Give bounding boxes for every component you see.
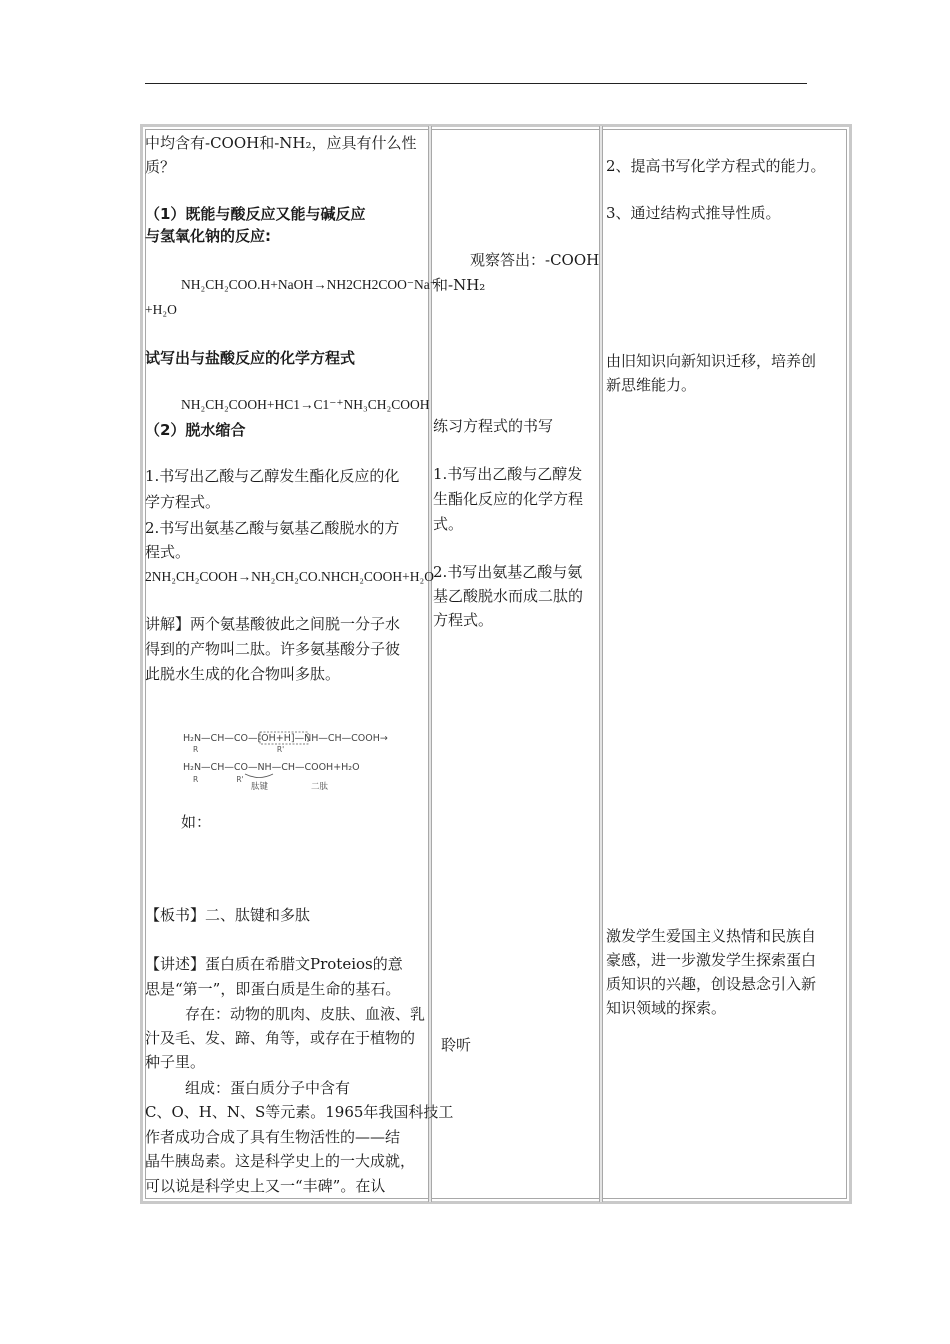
col1-text: 存在：动物的肌肉、皮肤、血液、乳 <box>185 1005 426 1023</box>
peptide-bond-bracket <box>245 774 273 778</box>
col3-text: 豪感，进一步激发学生探索蛋白 <box>606 951 817 969</box>
col1-text: C、O、H、N、S等元素。1965年我国科技工 <box>145 1103 454 1121</box>
peptide-bond-label: 肽键 <box>251 782 269 792</box>
col2-text: 方程式。 <box>433 611 494 629</box>
col1-text: 【讲述】蛋白质在希腊文Proteios的意 <box>145 955 403 973</box>
col1-text: 2.书写出氨基乙酸与氨基乙酸脱水的方 <box>145 519 400 537</box>
col1-text: 质？ <box>145 158 176 176</box>
col1-text: 1.书写出乙酸与乙醇发生酯化反应的化 <box>145 467 400 485</box>
col3-text: 3、通过结构式推导性质。 <box>606 204 781 222</box>
reaction-line-2: H₂N—CH—CO—NH—CH—COOH+H₂O <box>183 762 360 773</box>
col1-text: 得到的产物叫二肽。许多氨基酸分子彼 <box>145 640 401 658</box>
section-heading: 试写出与盐酸反应的化学方程式 <box>145 349 356 367</box>
col3-text: 知识领域的探索。 <box>606 999 727 1017</box>
blackboard-note: 【板书】二、肽键和多肽 <box>145 906 311 924</box>
col1-text: 可以说是科学史上又一“丰碑”。在认 <box>145 1177 386 1195</box>
reaction-substituents-2: R R' <box>193 775 244 784</box>
col1-text: 汁及毛、发、蹄、角等，或存在于植物的 <box>145 1029 416 1047</box>
col1-text: 思是“第一”，即蛋白质是生命的基石。 <box>145 980 401 998</box>
col1-text: 晶牛胰岛素。这是科学史上的一大成就， <box>145 1152 416 1170</box>
col1-text: 作者成功合成了具有生物活性的——结 <box>145 1128 401 1146</box>
col1-text: 学方程式。 <box>145 493 221 511</box>
col2-text: 基乙酸脱水而成二肽的 <box>433 587 584 605</box>
col1-text: 组成：蛋白质分子中含有 <box>185 1079 351 1097</box>
col1-text: 程式。 <box>145 543 191 561</box>
column-divider <box>599 126 603 1202</box>
col1-text: 此脱水生成的化合物叫多肽。 <box>145 665 341 683</box>
col2-text: 生酯化反应的化学方程 <box>433 490 584 508</box>
col2-text: 式。 <box>433 515 464 533</box>
col2-text: 观察答出：-COOH <box>470 251 600 269</box>
col1-text: 中均含有-COOH和-NH₂，应具有什么性 <box>145 134 417 152</box>
section-heading: （2）脱水缩合 <box>145 421 246 439</box>
col2-text: 练习方程式的书写 <box>433 417 554 435</box>
peptide-diagram <box>183 727 423 797</box>
col3-text: 质知识的兴趣，创设悬念引入新 <box>606 975 817 993</box>
dipeptide-label: 二肽 <box>311 782 329 792</box>
reaction-line-1: H₂N—CH—CO—[OH+H]—NH—CH—COOH→ <box>183 733 388 744</box>
equation: +H₂O <box>145 302 177 317</box>
col2-text: 1.书写出乙酸与乙醇发 <box>433 465 583 483</box>
equation: NH₂CH₂COOH+HC1→C1⁻⁺NH₃CH₂COOH <box>181 397 430 412</box>
header-rule <box>145 83 807 84</box>
col1-text: 讲解】两个氨基酸彼此之间脱一分子水 <box>145 615 401 633</box>
equation: NH₂CH₂COO.H+NaOH→NH2CH2COO⁻Na⁺ <box>181 277 437 292</box>
col3-text: 新思维能力。 <box>606 376 697 394</box>
col2-text: 2.书写出氨基乙酸与氨 <box>433 563 583 581</box>
col1-text: 如： <box>181 813 212 831</box>
equation: 2NH₂CH₂COOH→NH₂CH₂CO.NHCH₂COOH+H₂O <box>145 569 434 584</box>
reaction-substituents-1: R R' <box>193 745 285 754</box>
section-heading: 与氢氧化钠的反应: <box>145 227 271 245</box>
col2-text: 和-NH₂ <box>433 276 486 294</box>
col3-text: 2、提高书写化学方程式的能力。 <box>606 157 826 175</box>
col3-text: 由旧知识向新知识迁移，培养创 <box>606 352 817 370</box>
section-heading: （1）既能与酸反应又能与碱反应 <box>145 205 366 223</box>
col3-text: 激发学生爱国主义热情和民族自 <box>606 927 817 945</box>
col2-text: 聆听 <box>441 1036 472 1054</box>
col1-text: 种子里。 <box>145 1053 206 1071</box>
